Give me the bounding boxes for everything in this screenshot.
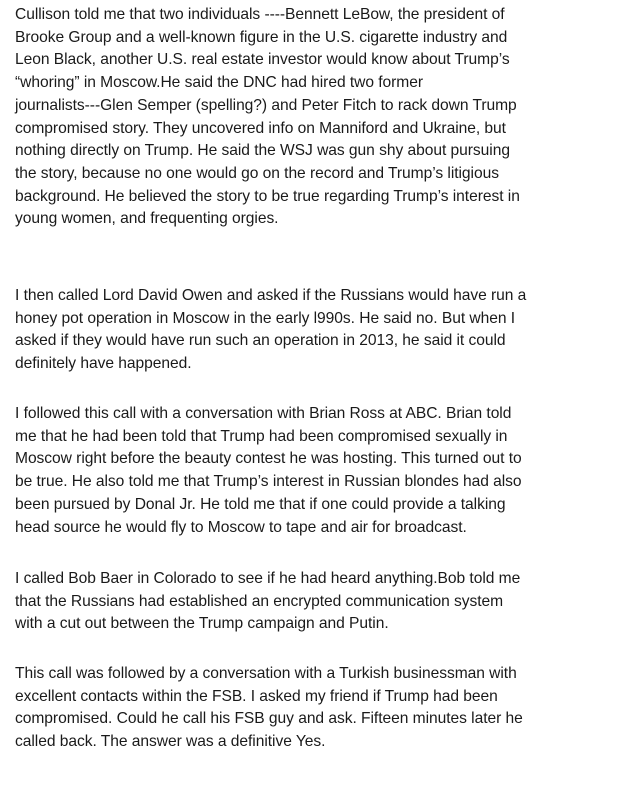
- text-line: compromised story. They uncovered info on Manniford and Ukraine, but: [15, 119, 506, 137]
- text-line: honey pot operation in Moscow in the early l990s. He said no. But when I: [15, 309, 516, 327]
- text-line: excellent contacts within the FSB. I asked my friend if Trump had been: [15, 687, 498, 705]
- paragraph-turkish-businessman: [15, 663, 610, 754]
- text-line: journalists---Glen Semper (spelling?) and Peter Fitch to rack down Trump: [15, 96, 517, 114]
- text-line: I followed this call with a conversation with Brian Ross at ABC. Brian told: [15, 405, 512, 422]
- text-line: I then called Lord David Owen and asked if the Russians would have run a: [15, 287, 527, 304]
- paragraph-lord-owen: [15, 285, 610, 376]
- text-line: young women, and frequenting orgies.: [15, 210, 279, 228]
- text-line: asked if they would have run such an operation in 2013, he said it could: [15, 332, 506, 350]
- text-line: “whoring” in Moscow.He said the DNC had hired two former: [15, 74, 423, 92]
- text-line: background. He believed the story to be true regarding Trump’s interest in: [15, 187, 520, 205]
- paragraph-brian-ross: [15, 403, 610, 539]
- text-line: called back. The answer was a definitive Yes.: [15, 733, 326, 751]
- text-line: that the Russians had established an encrypted communication system: [15, 592, 504, 610]
- text-line: nothing directly on Trump. He said the WSJ was gun shy about pursuing: [15, 142, 510, 160]
- text-line: This call was followed by a conversation with a Turkish businessman with: [15, 665, 517, 682]
- text-line: definitely have happened.: [15, 355, 192, 373]
- text-line: me that he had been told that Trump had been compromised sexually in: [15, 427, 508, 445]
- text-line: compromised. Could he call his FSB guy and ask. Fifteen minutes later he: [15, 710, 523, 728]
- text-line: Moscow right before the beauty contest he was hosting. This turned out to: [15, 450, 522, 468]
- paragraph-cullison: [15, 4, 610, 231]
- text-line: been pursued by Donal Jr. He told me that if one could provide a talking: [15, 495, 506, 513]
- text-line: I called Bob Baer in Colorado to see if he had heard anything.Bob told me: [15, 570, 521, 587]
- text-line: Leon Black, another U.S. real estate investor would know about Trump’s: [15, 51, 510, 69]
- text-line: with a cut out between the Trump campaign and Putin.: [15, 615, 389, 633]
- paragraph-bob-baer: [15, 568, 610, 636]
- text-line: be true. He also told me that Trump’s interest in Russian blondes had also: [15, 473, 522, 491]
- text-line: Brooke Group and a well-known figure in the U.S. cigarette industry and: [15, 28, 508, 46]
- text-line: Cullison told me that two individuals ----Bennett LeBow, the president of: [15, 6, 505, 23]
- text-line: the story, because no one would go on the record and Trump’s litigious: [15, 164, 499, 182]
- text-line: head source he would fly to Moscow to tape and air for broadcast.: [15, 518, 467, 536]
